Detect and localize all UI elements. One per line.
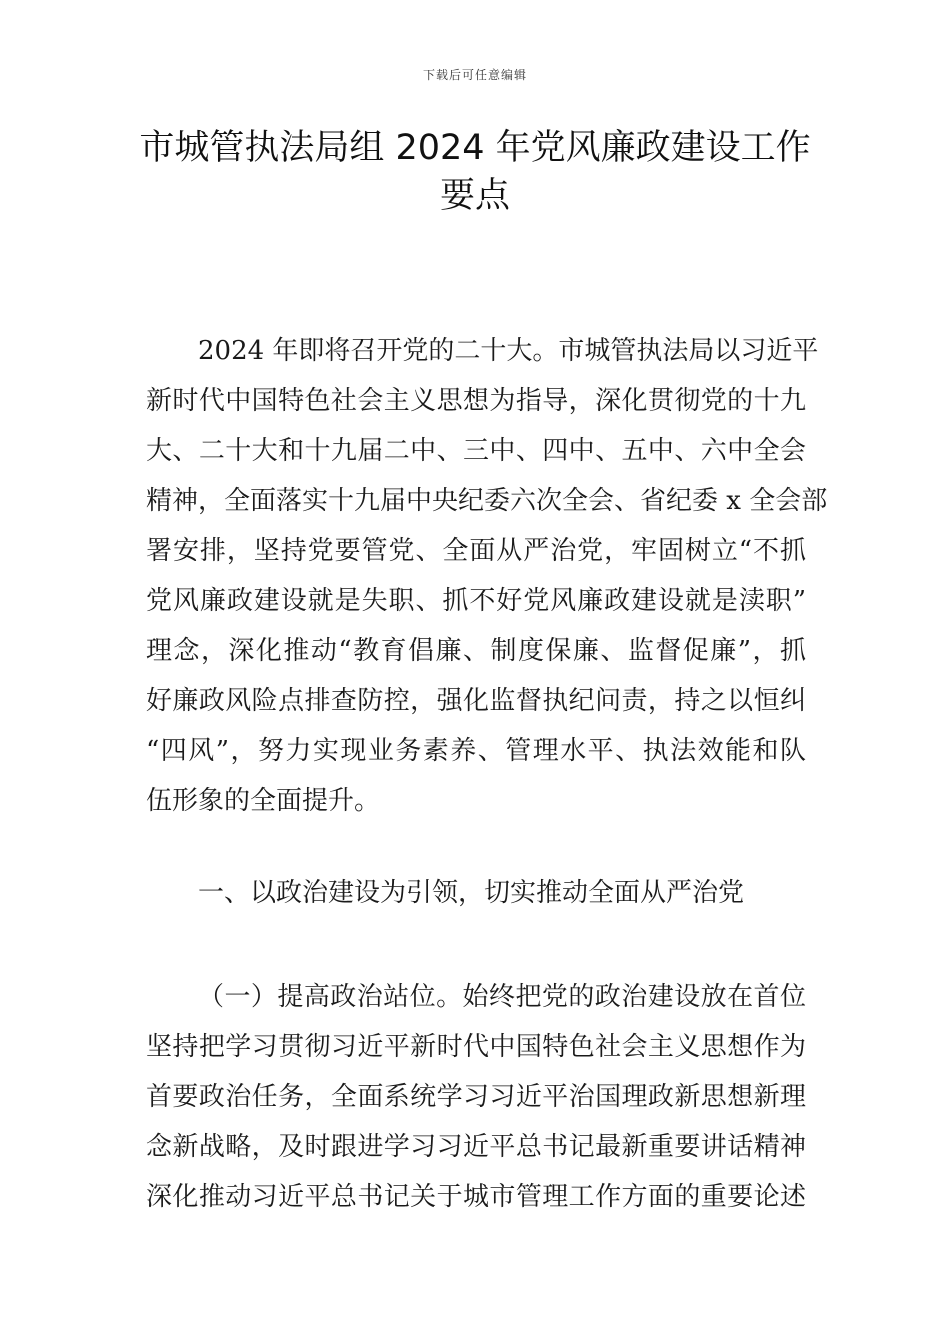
section-heading-1	[146, 868, 806, 918]
section-1-paragraph	[146, 972, 806, 1222]
paragraph-line: 大、二十大和十九届二中、三中、四中、五中、六中全会	[146, 436, 806, 466]
paragraph-line: 党风廉政建设就是失职、抓不好党风廉政建设就是渎职”	[146, 586, 806, 616]
paragraph-line: 2024 年即将召开党的二十大。市城管执法局以习近平	[198, 336, 819, 366]
paragraph-line: 署安排，坚持党要管党、全面从严治党，牢固树立“不抓	[146, 536, 806, 566]
document-title-line-1: 市城管执法局组 2024 年党风廉政建设工作	[139, 128, 811, 168]
paragraph-line: 伍形象的全面提升。	[146, 786, 381, 816]
page-header-note: 下载后可任意编辑	[422, 68, 527, 82]
paragraph-line: 好廉政风险点排查防控，强化监督执纪问责，持之以恒纠	[146, 686, 806, 716]
paragraph-line: 坚持把学习贯彻习近平新时代中国特色社会主义思想作为	[146, 1032, 806, 1062]
paragraph-line: 新时代中国特色社会主义思想为指导，深化贯彻党的十九	[146, 386, 806, 416]
paragraph-line: 理念，深化推动“教育倡廉、制度保廉、监督促廉”，抓	[146, 636, 806, 666]
paragraph-line: 首要政治任务，全面系统学习习近平治国理政新思想新理	[146, 1082, 806, 1112]
document-title-line-2: 要点	[439, 176, 510, 216]
intro-paragraph	[146, 326, 828, 826]
paragraph-line: 念新战略，及时跟进学习习近平总书记最新重要讲话精神	[146, 1132, 806, 1162]
paragraph-line: “四风”，努力实现业务素养、管理水平、执法效能和队	[146, 736, 806, 766]
paragraph-line: （一）提高政治站位。始终把党的政治建设放在首位	[198, 982, 806, 1012]
section-heading-text: 一、以政治建设为引领，切实推动全面从严治党	[198, 878, 745, 908]
document-title	[120, 124, 830, 220]
paragraph-line: 精神，全面落实十九届中央纪委六次全会、省纪委 x 全会部	[146, 486, 828, 516]
paragraph-line: 深化推动习近平总书记关于城市管理工作方面的重要论述	[146, 1182, 806, 1212]
